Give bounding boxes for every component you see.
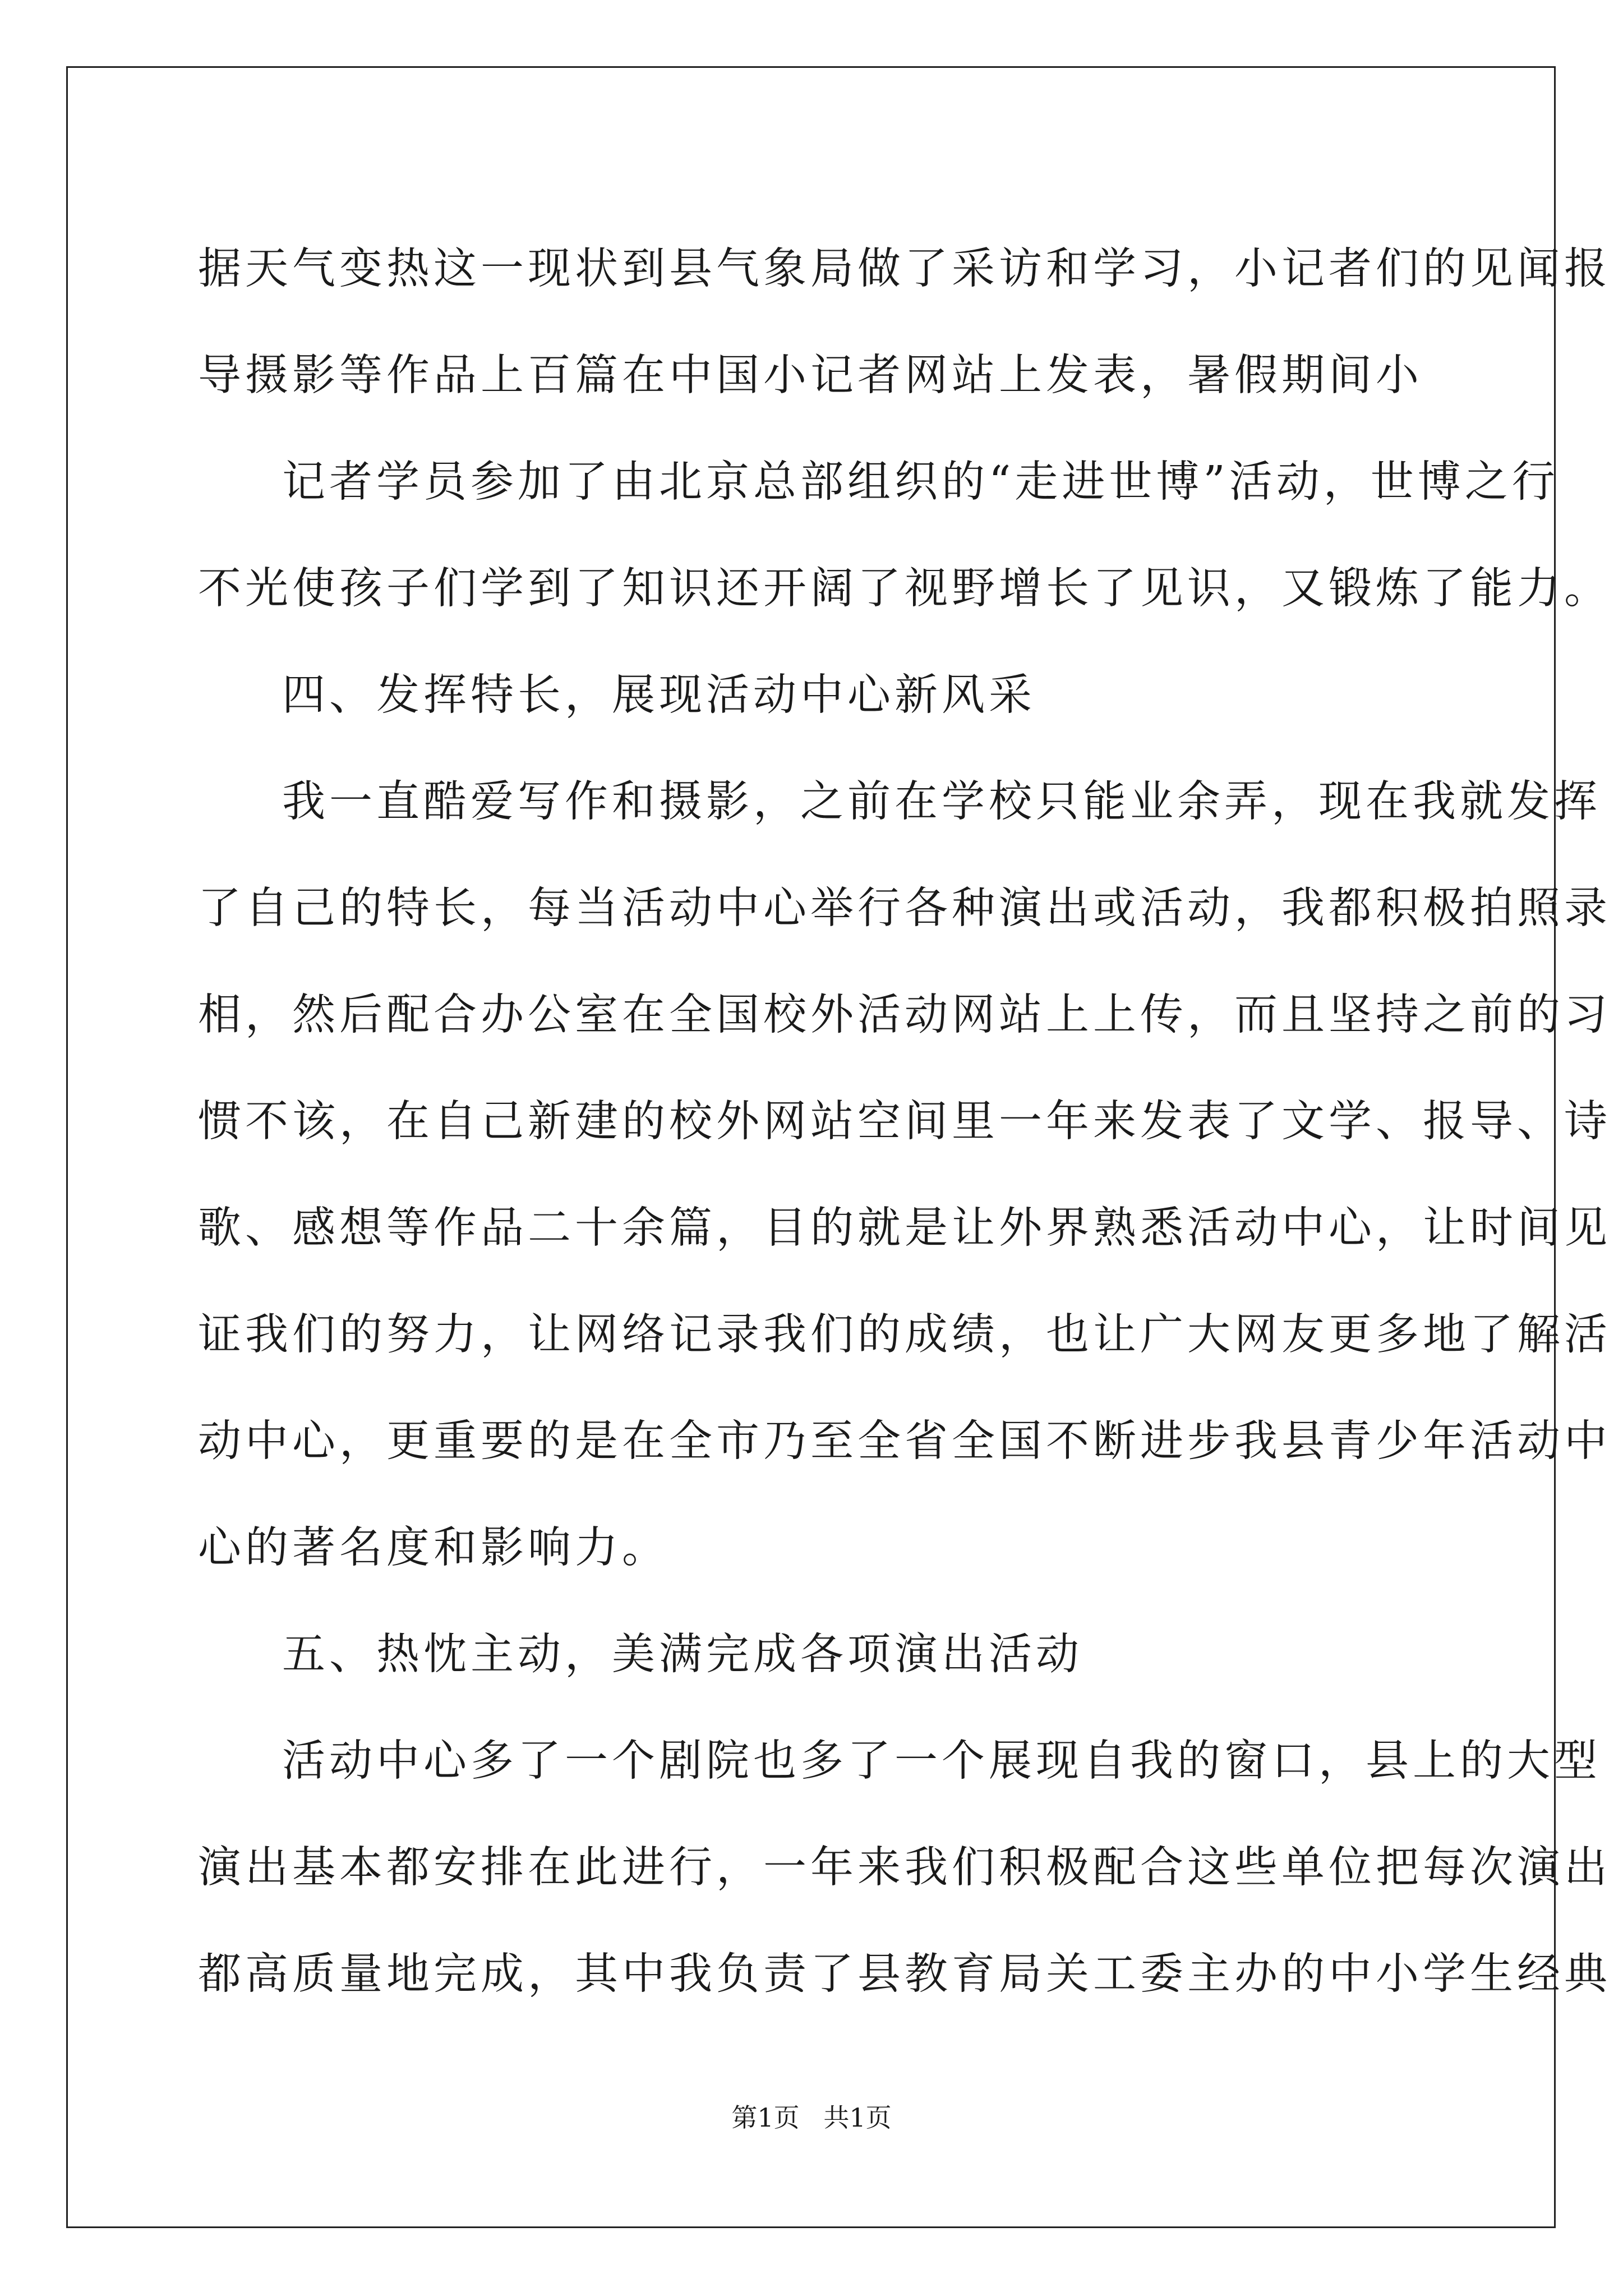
page-number-current: 第1页 xyxy=(731,2102,800,2133)
text-line: 了自己的特长，每当活动中心举行各种演出或活动，我都积极拍照录 xyxy=(198,884,1611,933)
text-line: 活动中心多了一个剧院也多了一个展现自我的窗口，县上的大型 xyxy=(282,1736,1601,1786)
page-number-total: 共1页 xyxy=(823,2102,892,2133)
page-footer xyxy=(0,2101,1623,2134)
text-line: 证我们的努力，让网络记录我们的成绩，也让广大网友更多地了解活 xyxy=(198,1310,1611,1360)
text-line: 我一直酷爱写作和摄影，之前在学校只能业余弄，现在我就发挥 xyxy=(282,777,1601,827)
text-line: 记者学员参加了由北京总部组织的“走进世博”活动，世博之行 xyxy=(282,457,1559,507)
section-heading: 五、热忱主动，美满完成各项演出活动 xyxy=(282,1630,1083,1680)
text-line: 动中心，更重要的是在全市乃至全省全国不断进步我县青少年活动中 xyxy=(198,1416,1611,1466)
text-line: 相，然后配合办公室在全国校外活动网站上上传，而且坚持之前的习 xyxy=(198,990,1611,1040)
text-line: 惯不该，在自己新建的校外网站空间里一年来发表了文学、报导、诗 xyxy=(198,1097,1611,1147)
text-line: 歌、感想等作品二十余篇，目的就是让外界熟悉活动中心，让时间见 xyxy=(198,1203,1611,1253)
text-line: 不光使孩子们学到了知识还开阔了视野增长了见识，又锻炼了能力。 xyxy=(198,564,1611,614)
text-line: 心的著名度和影响力。 xyxy=(198,1523,669,1573)
text-line: 据天气变热这一现状到县气象局做了采访和学习，小记者们的见闻报 xyxy=(198,244,1611,294)
text-line: 都高质量地完成，其中我负责了县教育局关工委主办的中小学生经典 xyxy=(198,1949,1611,1999)
section-heading: 四、发挥特长，展现活动中心新风采 xyxy=(282,670,1036,720)
text-line: 导摄影等作品上百篇在中国小记者网站上发表，暑假期间小 xyxy=(198,351,1423,401)
text-line: 演出基本都安排在此进行，一年来我们积极配合这些单位把每次演出 xyxy=(198,1843,1611,1893)
document-body xyxy=(198,216,1611,2028)
